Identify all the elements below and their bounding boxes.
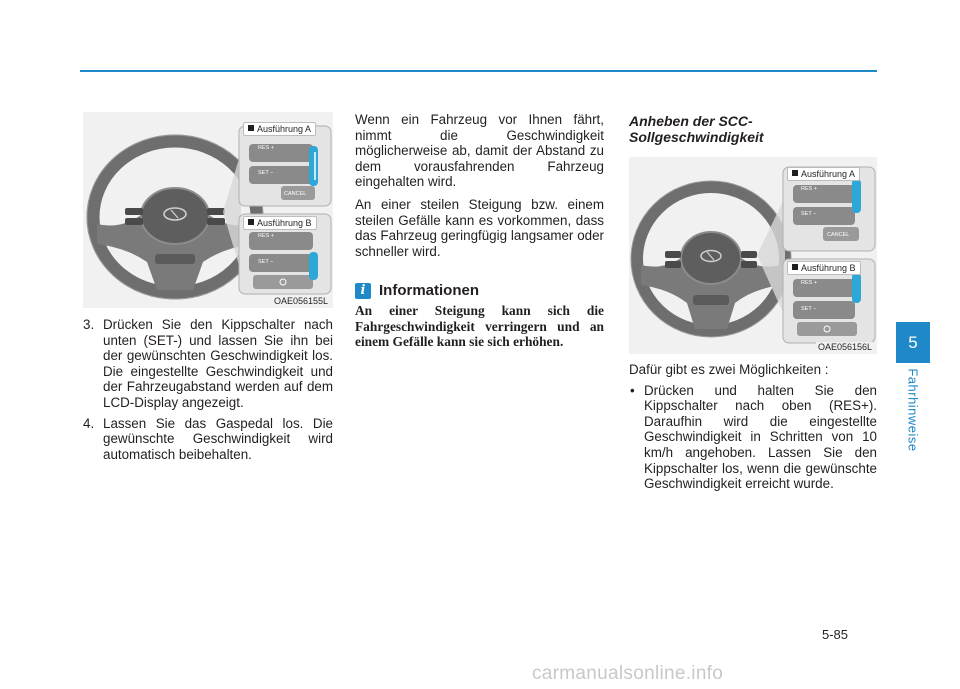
bullet-item: • Drücken und halten Sie den Kippschalter nach oben (RES+). Daraufhin wird die eingestellte Geschwindigkeit in Schritten von 10 km/h angehoben. Lassen Sie den Kippschalter los, wenn die gewünschte Geschwindigkeit erreicht wurde. <box>630 382 877 492</box>
step-4: 4. Lassen Sie das Gaspedal los. Die gewünschte Geschwindigkeit wird automatisch beibehalten. <box>83 415 333 462</box>
cancel-label: CANCEL <box>284 191 307 197</box>
info-text: An einer Steigung kann sich die Fahrgeschwindigkeit verringern und an einem Gefälle kann sie sich erhöhen. <box>355 303 604 350</box>
steering-wheel-illustration-2 <box>629 157 877 354</box>
info-icon: i <box>355 283 371 299</box>
variant-b-label: Ausführung B <box>787 261 861 275</box>
middle-column <box>355 112 604 266</box>
paragraph-steep-slope: An einer steilen Steigung bzw. einem steilen Gefälle kann es vorkommen, dass das Fahrzeug geringfügig langsamer oder schneller wird. <box>355 196 604 259</box>
page-number: 5-85 <box>822 627 849 642</box>
info-heading <box>355 282 479 299</box>
figure-code: OAE056155L <box>273 296 328 306</box>
chapter-number-tab: 5 <box>896 322 930 363</box>
steering-wheel-figure-2 <box>629 157 877 354</box>
info-title: Informationen <box>379 282 479 299</box>
left-column <box>83 317 333 467</box>
paragraph-vehicle-ahead: Wenn ein Fahrzeug vor Ihnen fährt, nimmt die Geschwindigkeit möglicherweise ab, damit der Abstand zu dem vorausfahrenden Fahrzeug eingehalten wird. <box>355 112 604 190</box>
header-rule <box>80 70 877 72</box>
set-minus-label: SET − <box>801 211 817 217</box>
set-minus-label-b: SET − <box>258 259 274 265</box>
step-3: 3. Drücken Sie den Kippschalter nach unten (SET-) und lassen Sie ihn bei der gewünschten Geschwindigkeit los. Die eingestellte Geschwindigkeit und der Fahrzeugabstand werden auf dem LCD-Display angezeigt. <box>83 317 333 410</box>
steering-wheel-illustration <box>83 112 333 308</box>
res-plus-label: RES + <box>801 186 818 192</box>
set-minus-label: SET − <box>258 170 274 176</box>
res-plus-label-b: RES + <box>258 233 275 239</box>
figure-code: OAE056156L <box>817 342 872 352</box>
section-title: Anheben der SCC- Sollgeschwindigkeit <box>629 113 764 145</box>
chapter-name: Fahrhinweise <box>905 368 921 452</box>
variant-a-label: Ausführung A <box>787 167 860 181</box>
right-column <box>629 362 877 492</box>
variant-a-label: Ausführung A <box>243 122 316 136</box>
res-plus-label: RES + <box>258 145 275 151</box>
watermark: carmanualsonline.info <box>532 663 724 684</box>
set-minus-label-b: SET − <box>801 306 817 312</box>
res-plus-label-b: RES + <box>801 280 818 286</box>
steering-wheel-figure-1 <box>83 112 333 308</box>
intro-text: Dafür gibt es zwei Möglichkeiten : <box>629 362 829 377</box>
variant-b-label: Ausführung B <box>243 216 317 230</box>
cancel-label: CANCEL <box>827 232 850 238</box>
